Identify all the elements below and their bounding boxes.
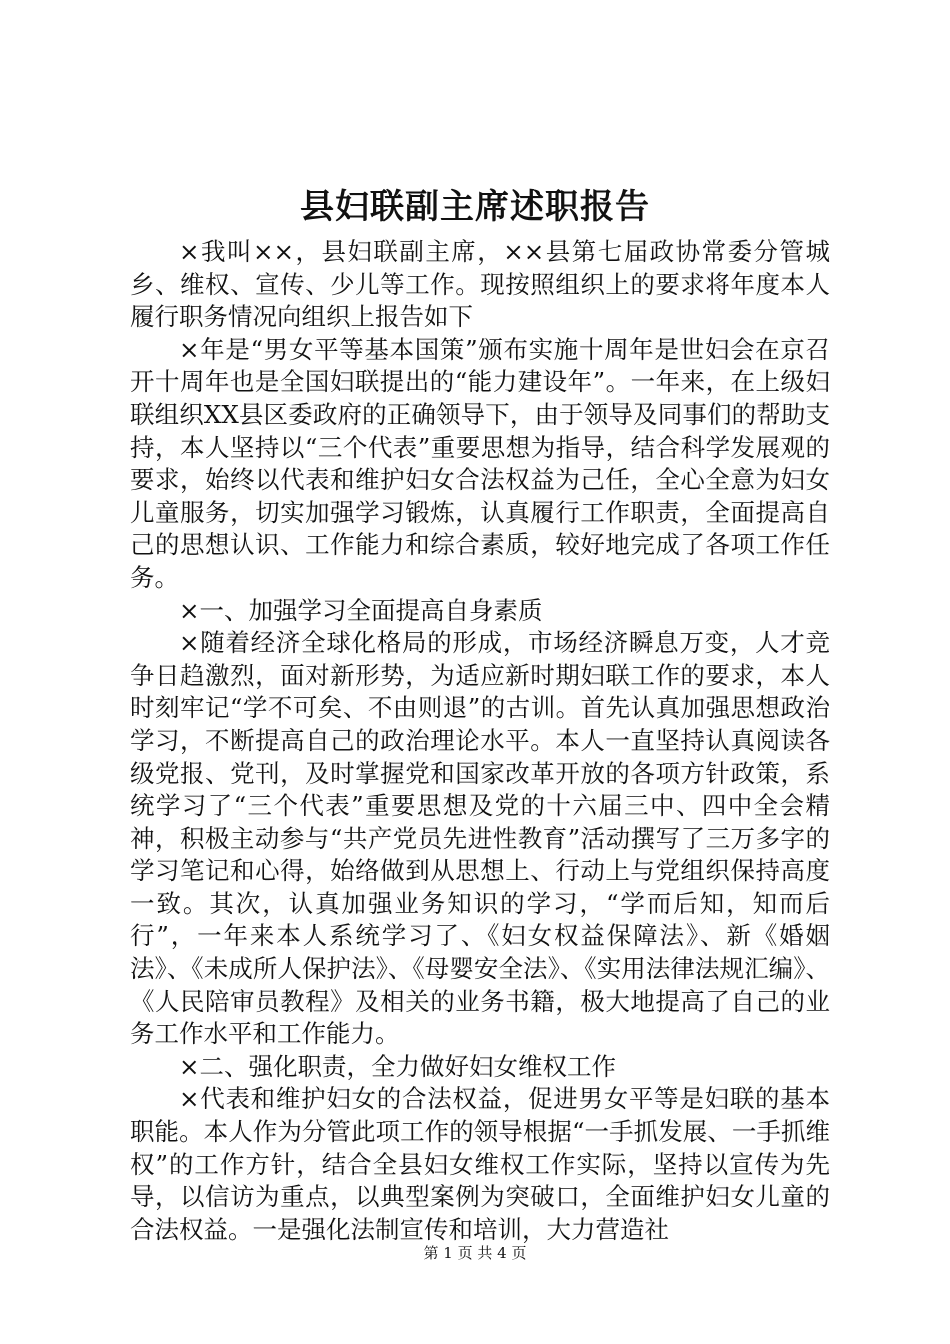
page-footer: 第 1 页 共 4 页	[423, 1244, 527, 1262]
section-heading-1: ×一、加强学习全面提高自身素质	[179, 595, 543, 625]
document-body	[130, 236, 830, 1246]
section-heading-2: ×二、强化职责，全力做好妇女维权工作	[179, 1051, 617, 1081]
paragraph-rights: ×代表和维护妇女的合法权益，促进男女平等是妇联的基本职能。本人作为分管此项工作的领导根据“一手抓发展、一手抓维权”的工作方针，结合全县妇女维权工作实际，坚持以宣传为先导，以信访为重点，以典型案例为突破口，全面维护妇女儿童的合法权益。一是强化法制宣传和培训，大力营造社	[130, 1084, 830, 1244]
paragraph-study: ×随着经济全球化格局的形成，市场经济瞬息万变，人才竞争日趋激烈，面对新形势，为适应新时期妇联工作的要求，本人时刻牢记“学不可矣、不由则退”的古训。首先认真加强思想政治学习，不断提高自己的政治理论水平。本人一直坚持认真阅读各级党报、党刊，及时掌握党和国家改革开放的各项方针政策，系统学习了“三个代表”重要思想及党的十六届三中、四中全会精神，积极主动参与“共产党员先进性教育”活动撰写了三万多字的学习笔记和心得，始络做到从思想上、行动上与党组织保持高度一致。其次，认真加强业务知识的学习，“学而后知，知而后行”，一年来本人系统学习了、《妇女权益保障法》、新《婚姻法》、《未成所人保护法》、《母婴安全法》、《实用法律法规汇编》、《人民陪审员教程》及相关的业务书籍，极大地提高了自己的业务工作水平和工作能力。	[130, 628, 830, 1049]
paragraph-intro: ×我叫××，县妇联副主席，××县第七届政协常委分管城乡、维权、宣传、少儿等工作。现按照组织上的要求将年度本人履行职务情况向组织上报告如下	[130, 237, 830, 332]
paragraph-overview: ×年是“男女平等基本国策”颁布实施十周年是世妇会在京召开十周年也是全国妇联提出的“能力建设年”。一年来，在上级妇联组织XX县区委政府的正确领导下，由于领导及同事们的帮助支持，本人坚持以“三个代表”重要思想为指导，结合科学发展观的要求，始终以代表和维护妇女合法权益为己任，全心全意为妇女儿童服务，切实加强学习锻炼，认真履行工作职责，全面提高自己的思想认识、工作能力和综合素质，较好地完成了各项工作任务。	[130, 334, 830, 592]
document-title: 县妇联副主席述职报告	[300, 187, 650, 227]
